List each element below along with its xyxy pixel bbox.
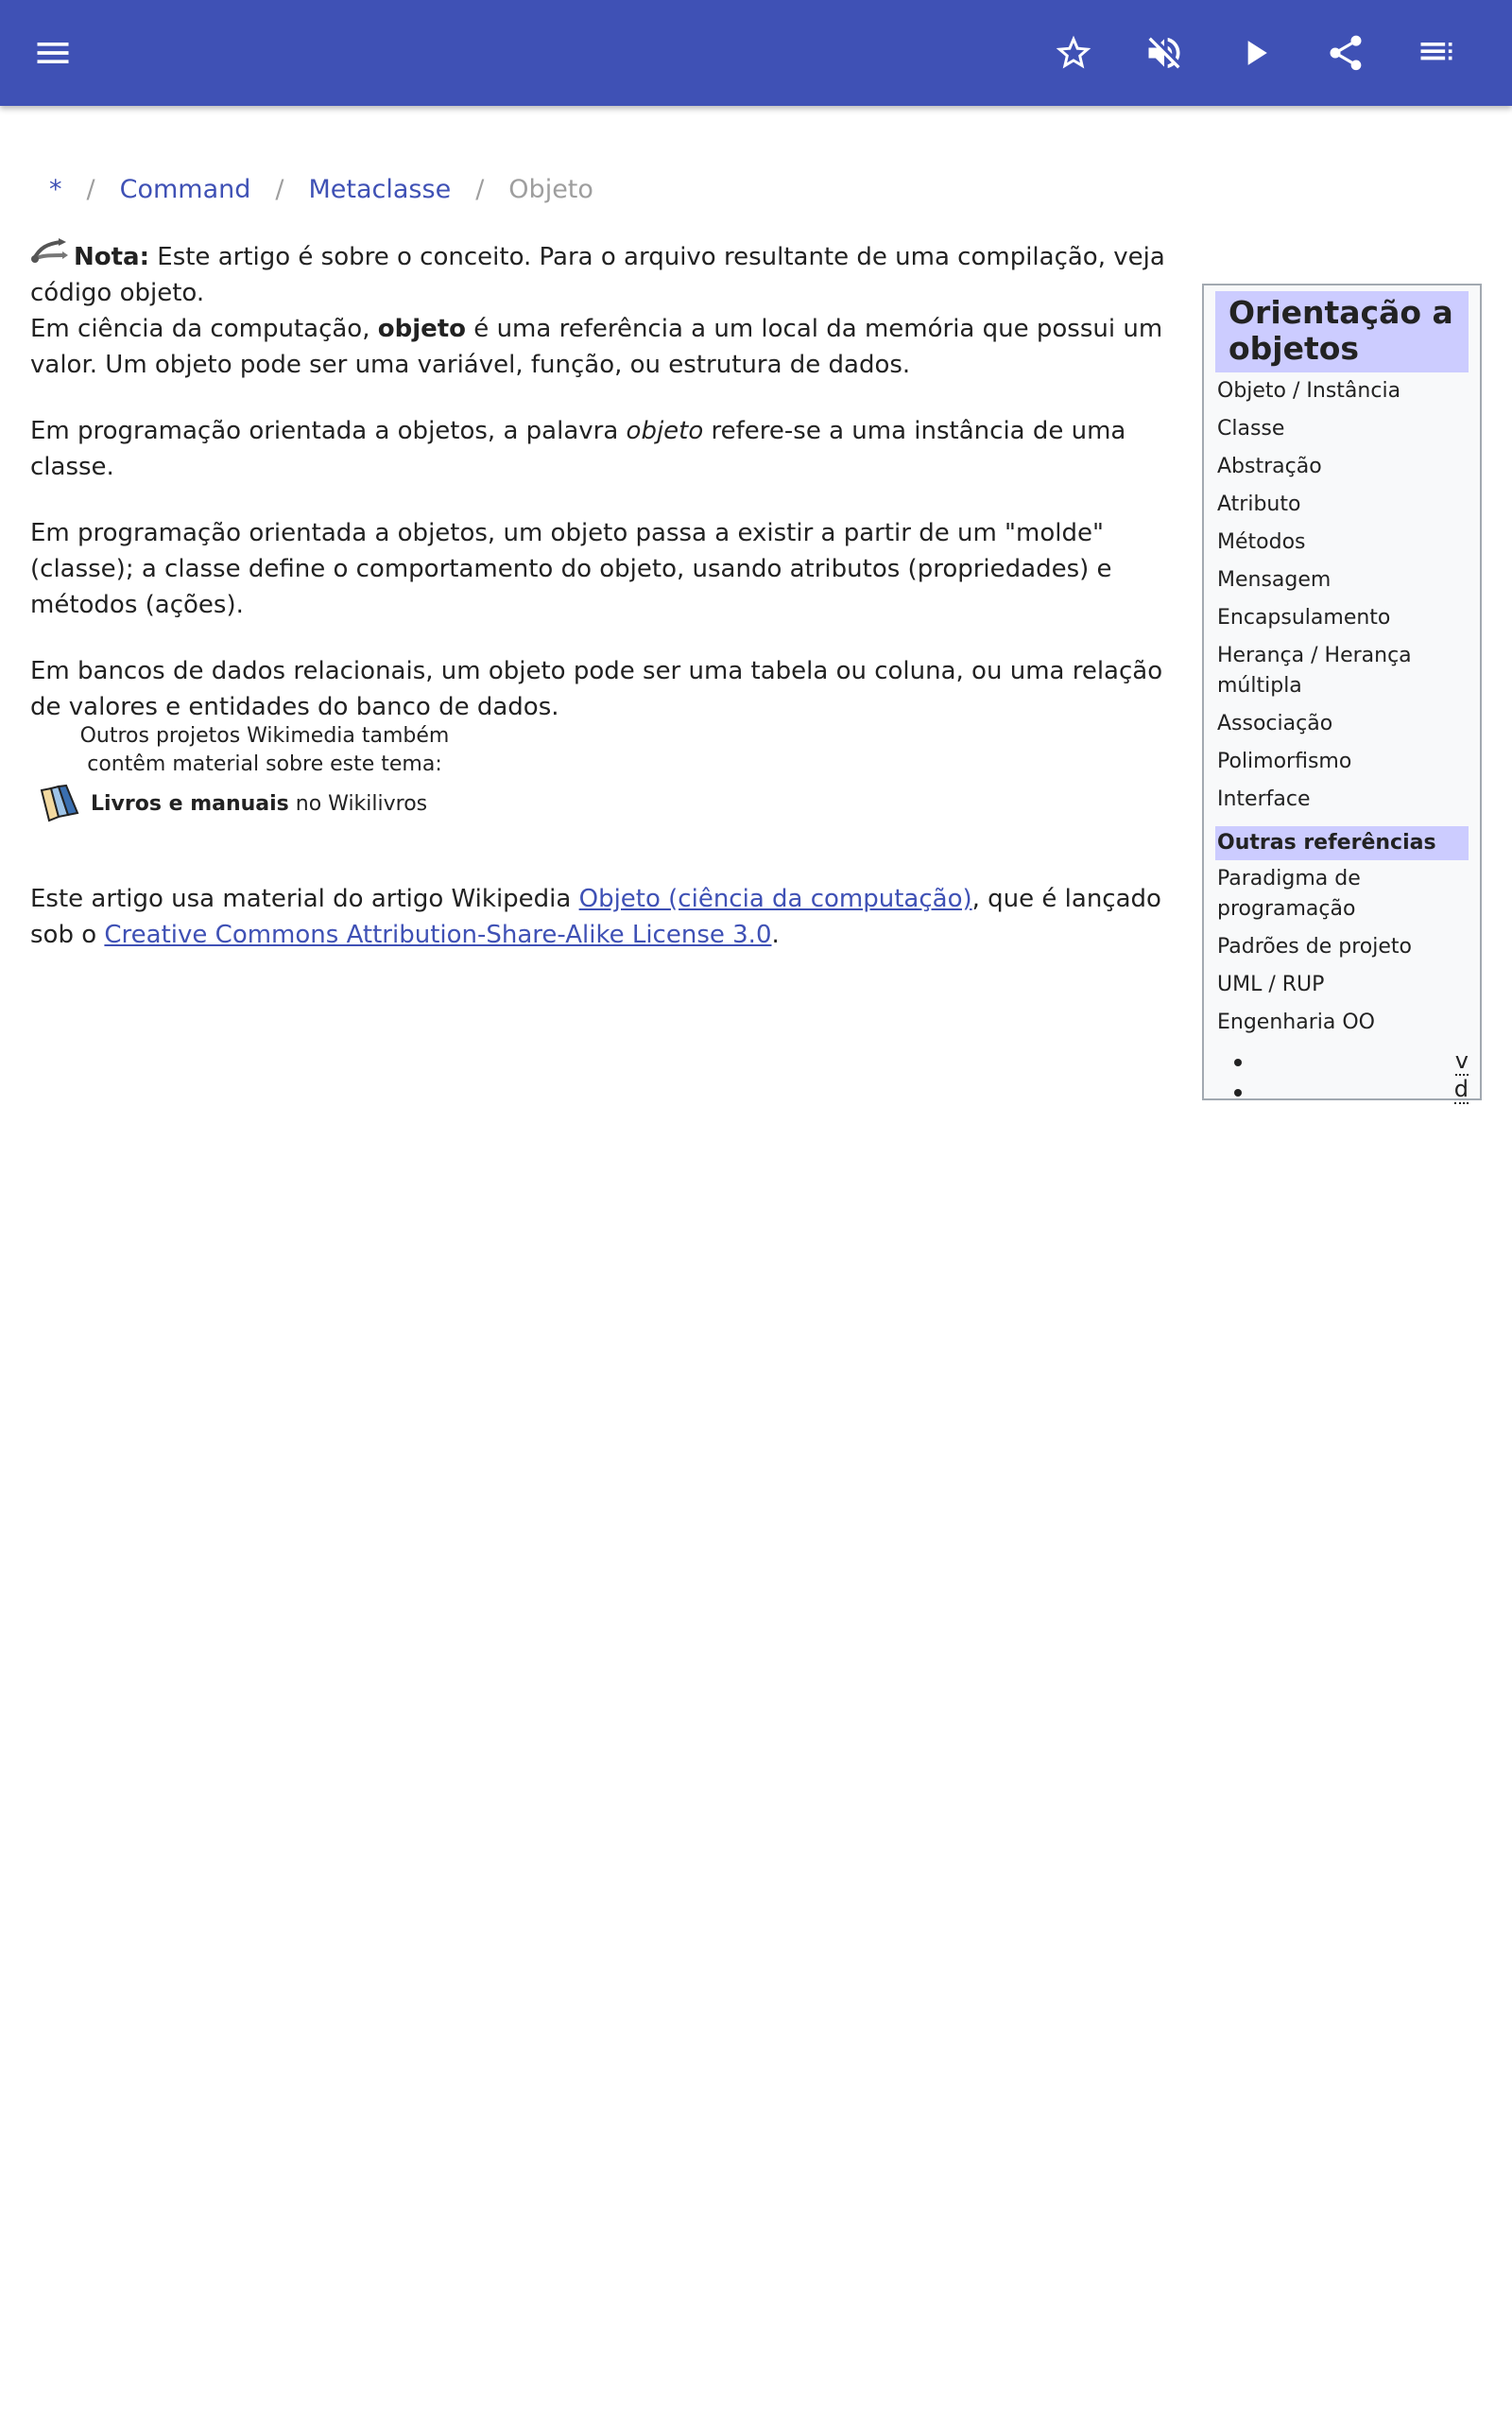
wikibooks-icon <box>38 783 81 826</box>
license-text-a: Este artigo usa material do artigo Wikipedia <box>30 885 579 913</box>
menu-icon[interactable] <box>26 26 79 79</box>
app-bar <box>0 0 1512 106</box>
infobox-section-outras: Outras referências <box>1215 826 1469 860</box>
paragraph-4: Em bancos de dados relacionais, um objeto pode ser uma tabela ou coluna, ou uma relação de valores e entidades do banco de dados. <box>30 657 1163 721</box>
license-text-c: . <box>771 921 780 949</box>
infobox-view-link[interactable]: v <box>1454 1047 1469 1074</box>
sister-projects-caption: Outros projetos Wikimedia também contêm material sobre este tema: <box>79 724 450 776</box>
infobox-item-associacao[interactable]: Associação <box>1217 712 1333 735</box>
playlist-icon[interactable] <box>1410 26 1463 79</box>
breadcrumb-metaclasse[interactable]: Metaclasse <box>308 174 452 204</box>
infobox-item-abstracao[interactable]: Abstração <box>1217 455 1322 478</box>
article-body <box>30 238 1193 725</box>
breadcrumb-current: Objeto <box>508 174 593 204</box>
paragraph-2 <box>30 413 1193 485</box>
p2-text-b: refere-se a uma instância de uma classe. <box>30 417 1126 481</box>
infobox-item-metodos[interactable]: Métodos <box>1217 530 1306 554</box>
breadcrumb <box>49 172 593 206</box>
infobox-item-paradigma[interactable]: Paradigma de programação <box>1217 867 1361 921</box>
infobox-item-objeto[interactable]: Objeto / Instância <box>1217 379 1401 403</box>
share-icon[interactable] <box>1319 26 1372 79</box>
infobox-item-engenharia[interactable]: Engenharia OO <box>1217 1011 1375 1034</box>
note-label: Nota: <box>74 243 149 271</box>
infobox-discuss-link[interactable]: d <box>1453 1076 1469 1102</box>
p1-bold: objeto <box>377 315 467 343</box>
license-text-b: , que é lançado sob o <box>30 885 1161 949</box>
breadcrumb-separator: / <box>475 174 485 204</box>
volume-off-icon[interactable] <box>1138 26 1191 79</box>
disambiguation-icon <box>30 238 68 267</box>
paragraph-3: Em programação orientada a objetos, um objeto passa a existir a partir de um "molde" (classe); a classe define o comportamento do objeto, usando atributos (propriedades) e métodos (ações). <box>30 519 1112 619</box>
sister-projects-box <box>38 722 491 826</box>
breadcrumb-root[interactable]: * <box>49 174 62 204</box>
star-outline-icon[interactable] <box>1047 26 1100 79</box>
source-article-link[interactable]: Objeto (ciência da computação) <box>578 885 972 913</box>
paragraph-1 <box>30 311 1193 383</box>
p2-text-a: Em programação orientada a objetos, a palavra <box>30 417 627 445</box>
navigation-infobox <box>1202 284 1482 1100</box>
play-icon[interactable] <box>1228 26 1281 79</box>
infobox-item-interface[interactable]: Interface <box>1217 787 1311 811</box>
breadcrumb-command[interactable]: Command <box>119 174 251 204</box>
license-paragraph <box>30 881 1193 953</box>
note-text: Este artigo é sobre o conceito. Para o arquivo resultante de uma compilação, veja código objeto. <box>30 243 1165 307</box>
infobox-item-classe[interactable]: Classe <box>1217 417 1285 441</box>
footer-bullet <box>1234 1059 1242 1066</box>
infobox-item-heranca[interactable]: Herança / Herança múltipla <box>1217 644 1412 698</box>
infobox-footer <box>1215 1047 1469 1106</box>
infobox-title: Orientação a objetos <box>1215 291 1469 372</box>
infobox-item-uml[interactable]: UML / RUP <box>1217 973 1325 996</box>
breadcrumb-separator: / <box>86 174 95 204</box>
wikibooks-label: Livros e manuais <box>91 792 289 816</box>
infobox-item-padroes[interactable]: Padrões de projeto <box>1217 935 1412 959</box>
infobox-item-polimorfismo[interactable]: Polimorfismo <box>1217 750 1352 773</box>
p1-text-a: Em ciência da computação, <box>30 315 378 343</box>
footer-bullet <box>1234 1089 1242 1097</box>
infobox-item-atributo[interactable]: Atributo <box>1217 493 1301 516</box>
infobox-item-encapsulamento[interactable]: Encapsulamento <box>1217 606 1391 630</box>
wikibooks-suffix: no Wikilivros <box>288 792 428 816</box>
cc-license-link[interactable]: Creative Commons Attribution-Share-Alike License 3.0 <box>104 921 772 949</box>
infobox-item-mensagem[interactable]: Mensagem <box>1217 568 1332 592</box>
disambiguation-note <box>30 238 1193 311</box>
p2-italic: objeto <box>626 417 704 445</box>
wikibooks-link[interactable] <box>38 783 491 826</box>
breadcrumb-separator: / <box>275 174 284 204</box>
p1-text-b: é uma referência a um local da memória que possui um valor. Um objeto pode ser uma variável, função, ou estrutura de dados. <box>30 315 1163 379</box>
